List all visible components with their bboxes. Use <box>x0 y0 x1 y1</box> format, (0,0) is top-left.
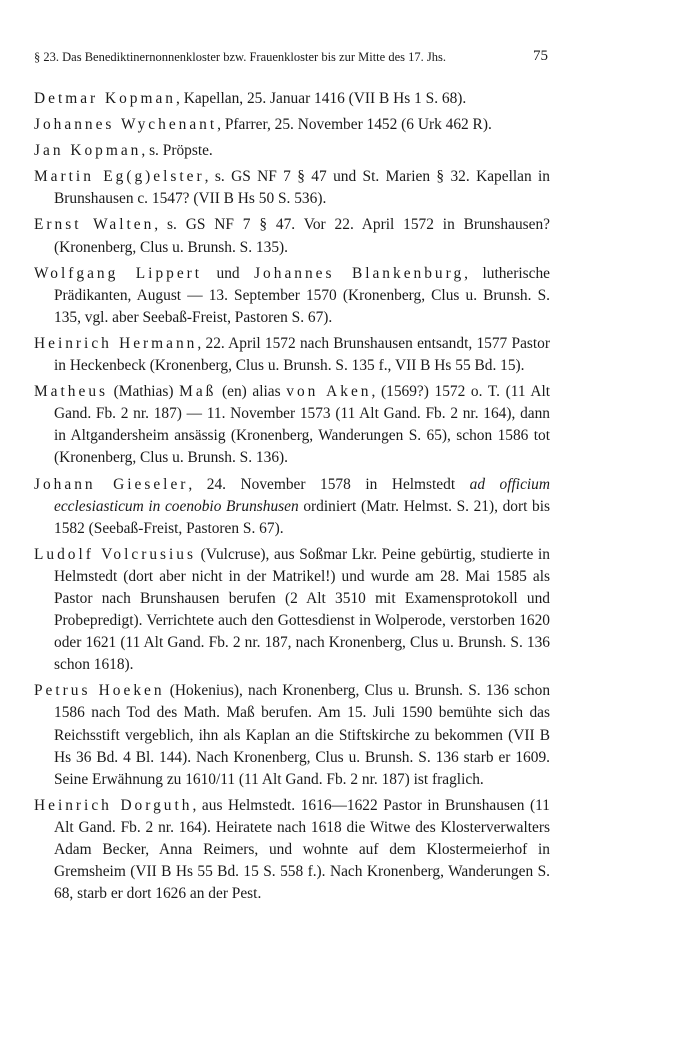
entry-jan-kopman <box>34 140 550 162</box>
entry-text: , 22. April 1572 nach Brunshausen entsandt, 1577 Pastor in Heckenbeck (Kronenberg, Clus u. Brunsh. S. 135 f., VII B Hs 55 Bd. 15). <box>54 334 550 375</box>
person-name: Jan Kopman <box>34 142 142 160</box>
entry-text: , aus Helmstedt. 1616—1622 Pastor in Brunshausen (11 Alt Gand. Fb. 2 nr. 164). Heiratete nach 1618 die Witwe des Klosterverwalters Adam Becker, Anna Reimers, und wohnte auf dem Klostermeierhof in Gremsheim (VII B Hs 55 Bd. 15 S. 558 f.). Nach Kronenberg, Wanderungen S. 68, starb er dort 1626 an der Pest. <box>54 796 550 903</box>
latin-quote: ad officium ecclesiasticum in coenobio Brunshusen <box>54 475 550 515</box>
person-name: Martin Eg(g)elster <box>34 168 205 186</box>
person-name: Matheus <box>34 383 109 401</box>
person-name: Maß <box>179 383 217 401</box>
entry-text: , s. GS NF 7 § 47. Vor 22. April 1572 in Brunshausen? (Kronenberg, Clus u. Brunsh. S. 135). <box>54 216 550 256</box>
entry-text: , Pfarrer, 25. November 1452 (6 Urk 462 R). <box>217 116 492 134</box>
entry-matheus-mass <box>34 381 550 469</box>
entry-text: (Mathias) <box>108 383 180 401</box>
person-name: von Aken <box>286 383 372 401</box>
entry-text: (Vulcruse), aus Soßmar Lkr. Peine gebürtig, studierte in Helmstedt (dort aber nicht in der Matrikel!) und wurde am 28. Mai 1585 als Pastor nach Brunshausen berufen (2 Alt 3510 mit Examensprotokoll und Probepredigt). Verrichtete auch den Gottesdienst in Wolperode, verstorben 1620 oder 1621 (11 Alt Gand. Fb. 2 nr. 187, nach Kronenberg, Clus u. Brunsh. S. 136 schon 1618). <box>54 545 550 674</box>
entry-list <box>34 88 550 909</box>
person-name: Heinrich Dorguth <box>34 796 193 814</box>
person-name: Ludolf Volcrusius <box>34 545 196 563</box>
person-name: Ernst Walten <box>34 216 155 234</box>
entry-text: , lutherische Prädikanten, August — 13. September 1570 (Kronenberg, Clus u. Brunsh. S. 135, vgl. aber Seebaß-Freist, Pastoren S. 67). <box>54 264 550 326</box>
entry-text: und <box>202 264 255 282</box>
entry-text: , s. GS NF 7 § 47 und St. Marien § 32. Kapellan in Brunshausen c. 1547? (VII B Hs 50 S. 536). <box>54 168 550 208</box>
person-name: Wolfgang Lippert <box>34 264 203 282</box>
entry-text: (Hokenius), nach Kronenberg, Clus u. Brunsh. S. 136 schon 1586 nach Tod des Math. Maß berufen. Am 15. Juli 1590 bemühte sich das Reichsstift vergeblich, ihn als Kaplan an die Stiftskirche zu bekommen (VII B Hs 36 Bd. 4 Bl. 144). Nach Kronenberg, Clus u. Brunsh. S. 136 starb er 1609. Seine Erwähnung zu 1610/11 (11 Alt Gand. Fb. 2 nr. 187) ist fraglich. <box>54 682 551 788</box>
running-title: § 23. Das Benediktinernonnenkloster bzw. Frauenkloster bis zur Mitte des 17. Jhs. <box>34 50 446 64</box>
page-number: 75 <box>533 48 548 64</box>
entry-text: (en) alias <box>216 383 287 401</box>
entry-johann-gieseler <box>34 474 550 540</box>
entry-ernst-walten <box>34 214 550 258</box>
entry-text: , s. Pröpste. <box>141 142 213 160</box>
entry-text: , (1569?) 1572 o. T. (11 Alt Gand. Fb. 2 nr. 187) — 11. November 1573 (11 Alt Gand. Fb. 2 nr. 164), dann in Altgandersheim ansässig (Kronenberg, Wanderungen S. 65), schon 1586 tot (Kronenberg, Clus u. Brunsh. S. 136). <box>54 383 550 467</box>
person-name: Johannes Wychenant <box>34 116 218 134</box>
entry-ludolf-volcrusius <box>34 544 550 677</box>
entry-johannes-wychenant <box>34 114 550 136</box>
entry-text: ordiniert (Matr. Helmst. S. 21), dort bis 1582 (Seebaß-Freist, Pastoren S. 67). <box>54 497 550 537</box>
entry-petrus-hoeken <box>34 680 550 790</box>
entry-text: , 24. November 1578 in Helmstedt <box>188 475 470 493</box>
person-name: Heinrich Hermann <box>34 334 198 352</box>
entry-heinrich-dorguth <box>34 795 550 905</box>
person-name: Johann Gieseler <box>34 475 189 493</box>
entry-text: , Kapellan, 25. Januar 1416 (VII B Hs 1 S. 68). <box>176 90 467 107</box>
person-name: Detmar Kopman <box>34 90 177 107</box>
entry-heinrich-hermann <box>34 333 550 377</box>
entry-detmar-kopman <box>34 88 550 110</box>
entry-martin-eggelster <box>34 166 550 210</box>
entry-lippert-blankenburg <box>34 263 550 329</box>
person-name: Johannes Blankenburg <box>254 264 465 282</box>
person-name: Petrus Hoeken <box>34 682 165 700</box>
